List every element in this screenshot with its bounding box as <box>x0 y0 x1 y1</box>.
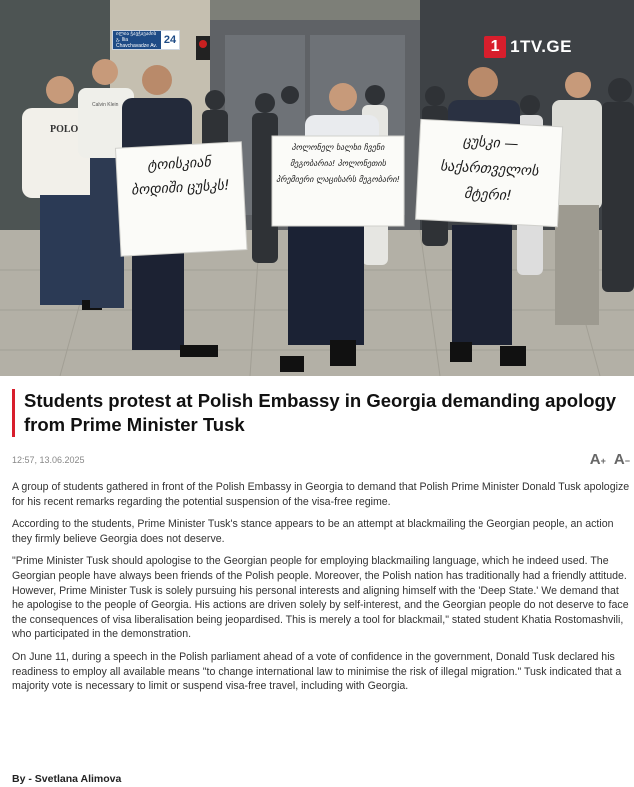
placard-2-text: პოლონელ ხალხი ჩვენი მეგობარია! პოლონეთის პრემიერი ლაცისარს მეგობარი! <box>276 143 400 184</box>
placard-3-text: ცუსკი — საქართველოს მტერი! <box>439 133 539 205</box>
channel-logo-text: 1TV.GE <box>510 37 572 56</box>
zoom-in-icon[interactable] <box>590 451 606 468</box>
zoom-out-icon[interactable] <box>614 451 630 468</box>
article-body <box>12 480 634 694</box>
placard-2 <box>276 140 400 224</box>
placard-3 <box>422 127 556 222</box>
author-link[interactable]: Svetlana Alimova <box>34 773 122 785</box>
zoom-out-mark: − <box>624 456 630 466</box>
article-paragraph: According to the students, Prime Minister Tusk's stance appears to be an attempt at blackmailing the Georgian people, an action they firmly believe Georgia does not deserve. <box>12 518 614 545</box>
zoom-in-mark: + <box>600 456 606 466</box>
channel-logo-mark: 1 <box>484 36 506 58</box>
shirt-polo-print: POLO <box>50 124 79 135</box>
zoom-in-letter: A <box>589 451 601 468</box>
text-size-controls <box>590 451 630 468</box>
article-paragraph: "Prime Minister Tusk should apologise to the Georgian people for employing blackmailing language, which he indeed used. The Georgian people have always been friends of the Polish people. Moreover, the Polish nation has traditionally had a friendly attitude. However, Prime Minister Tusk is solely pursuing his personal interests and aligning himself with the 'Deep State.' We demand that he apologise to the people of Georgia. His actions are driven solely by self-interest, and the Georgian people do not deserve to face the consequences of visa liberalisation being jeopardised. This is merely a tool for blackmail," stated student Khatia Rostomashvili, who participated in the demonstration. <box>12 555 629 641</box>
article-paragraph: On June 11, during a speech in the Polish parliament ahead of a vote of confidence in the government, Donald Tusk declared his readiness to employ all available means "to change international law to minimise the risk of illegal migration." Tusk indicated that a majority vote is necessary to limit or suspend visa-free travel, including with Georgia. <box>12 650 622 693</box>
article-photo <box>0 0 634 376</box>
placard-1-text: ტოისკიან ბოდიში ცუსკს! <box>130 154 231 199</box>
article-paragraph: A group of students gathered in front of the Polish Embassy in Georgia to demand that Polish Prime Minister Donald Tusk apologize for his recent remarks regarding the potential suspension of the visa-free regime. <box>12 481 630 508</box>
byline-prefix: By - <box>12 773 35 785</box>
article <box>0 389 634 694</box>
street-sign <box>112 30 180 50</box>
article-meta <box>12 451 634 468</box>
byline <box>12 773 121 785</box>
placard-1 <box>120 149 243 251</box>
publish-timestamp: 12:57, 13.06.2025 <box>12 454 85 465</box>
zoom-out-letter: A <box>613 451 625 468</box>
article-title: Students protest at Polish Embassy in Georgia demanding apology from Prime Minister Tusk <box>12 389 622 437</box>
street-sign-number: 24 <box>161 31 179 49</box>
shirt-calvin-print: Calvin Klein <box>92 102 119 108</box>
street-sign-text: ილია ჭავჭავაძის გ. Ilia Chavchavadze Av. <box>116 31 157 49</box>
channel-logo <box>484 36 572 58</box>
